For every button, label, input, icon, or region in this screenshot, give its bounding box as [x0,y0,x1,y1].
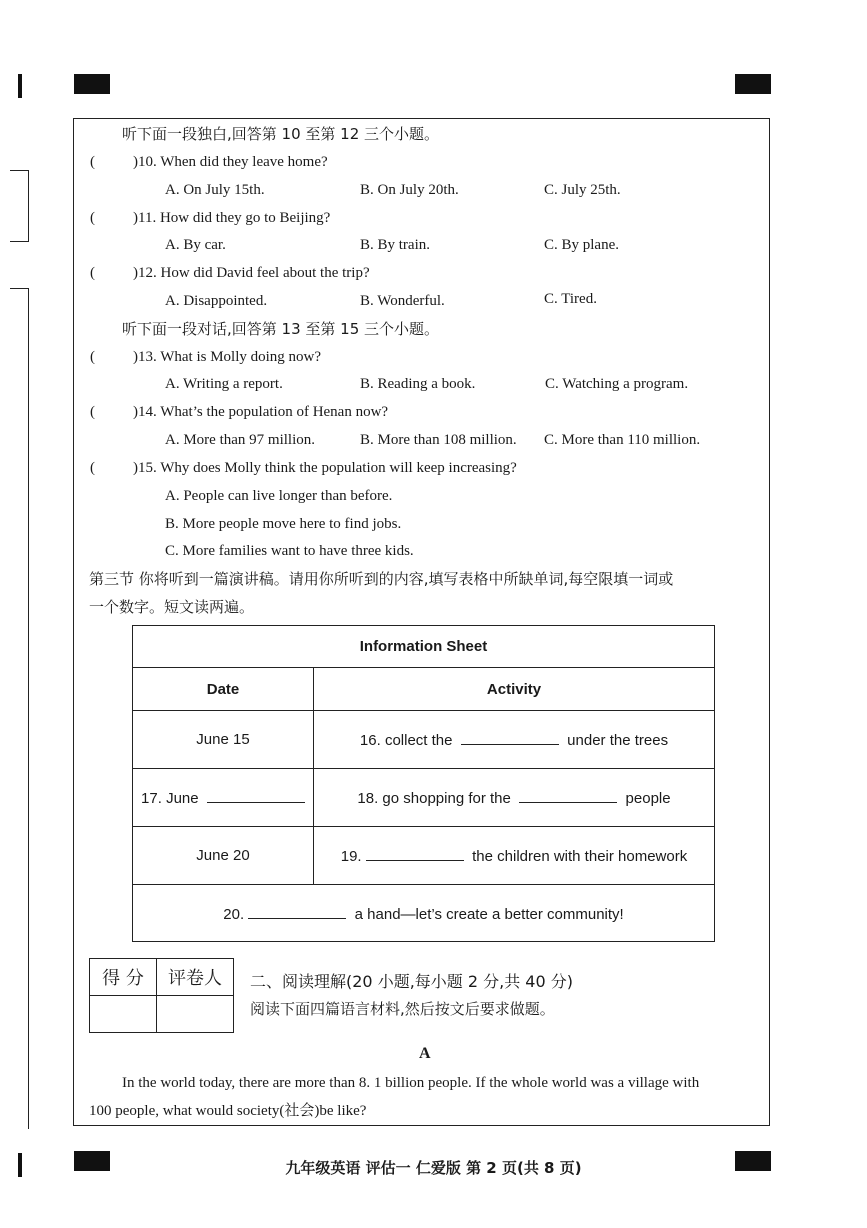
q11-option-b: B. By train. [360,237,430,253]
table-title: Information Sheet [133,626,715,668]
q10-option-a: A. On July 15th. [165,182,265,198]
binding-line [10,288,29,1129]
question-14: )14. What’s the population of Henan now? [133,404,389,420]
score-label: 得 分 [90,959,157,996]
row3-date: June 20 [133,827,314,885]
column-header-activity: Activity [314,668,715,711]
question-13: )13. What is Molly doing now? [133,349,322,365]
answer-paren: ( [90,265,95,281]
answer-paren: ( [90,154,95,170]
score-box [89,958,234,1033]
passage-line-1: In the world today, there are more than 8. 1 billion people. If the whole world was a village with [122,1075,700,1091]
row3-activity: 19. the children with their homework [314,827,715,885]
q14-option-a: A. More than 97 million. [165,432,315,448]
q12-option-b: B. Wonderful. [360,293,445,309]
q15-option-c: C. More families want to have three kids. [165,543,414,559]
information-sheet-table [132,625,715,942]
question-12: )12. How did David feel about the trip? [133,265,370,281]
answer-paren: ( [90,460,95,476]
q14-option-b: B. More than 108 million. [360,432,517,448]
answer-paren: ( [90,349,95,365]
blank-19[interactable] [366,846,464,861]
grader-label: 评卷人 [157,959,234,996]
binding-bracket-1 [10,170,29,242]
binding-mark-top [18,74,22,98]
question-11: )11. How did they go to Beijing? [133,210,331,226]
page-footer: 九年级英语 评估一 仁爱版 第 2 页(共 8 页) [285,1159,582,1177]
row2-date: 17. June [133,769,314,827]
q15-option-a: A. People can live longer than before. [165,488,393,504]
column-header-date: Date [133,668,314,711]
section3-instruction-line1: 第三节 你将听到一篇演讲稿。请用你所听到的内容,填写表格中所缺单词,每空限填一词或 [89,570,674,588]
q13-option-a: A. Writing a report. [165,376,283,392]
q10-option-b: B. On July 20th. [360,182,459,198]
grader-field[interactable] [157,996,234,1033]
answer-paren: ( [90,404,95,420]
q11-option-a: A. By car. [165,237,226,253]
blank-18[interactable] [519,788,617,803]
row1-activity: 16. collect the under the trees [314,711,715,769]
q12-option-a: A. Disappointed. [165,293,268,309]
q11-option-c: C. By plane. [544,237,619,253]
score-field[interactable] [90,996,157,1033]
question-15: )15. Why does Molly think the population will keep increasing? [133,460,517,476]
q14-option-c: C. More than 110 million. [544,432,701,448]
blank-17[interactable] [207,788,305,803]
answer-paren: ( [90,210,95,226]
section1-intro: 听下面一段独白,回答第 10 至第 12 三个小题。 [122,125,440,143]
part2-heading: 二、阅读理解(20 小题,每小题 2 分,共 40 分) [250,972,573,991]
q15-option-b: B. More people move here to find jobs. [165,516,402,532]
part2-instruction: 阅读下面四篇语言材料,然后按文后要求做题。 [250,1000,555,1018]
q13-option-b: B. Reading a book. [360,376,476,392]
registration-mark-top-left [74,74,110,94]
passage-line-2: 100 people, what would society(社会)be like? [89,1103,367,1119]
blank-20[interactable] [248,904,346,919]
row2-activity: 18. go shopping for the people [314,769,715,827]
question-10: )10. When did they leave home? [133,154,328,170]
blank-16[interactable] [461,730,559,745]
q13-option-c: C. Watching a program. [545,376,689,392]
section3-instruction-line2: 一个数字。短文读两遍。 [89,598,255,616]
q10-option-c: C. July 25th. [544,182,621,198]
row4-slogan: 20. a hand—let’s create a better community! [133,885,715,942]
q12-option-c: C. Tired. [544,291,597,307]
section2-intro: 听下面一段对话,回答第 13 至第 15 三个小题。 [122,320,440,338]
registration-mark-top-right [735,74,771,94]
row1-date: June 15 [133,711,314,769]
passage-title: A [419,1045,431,1062]
